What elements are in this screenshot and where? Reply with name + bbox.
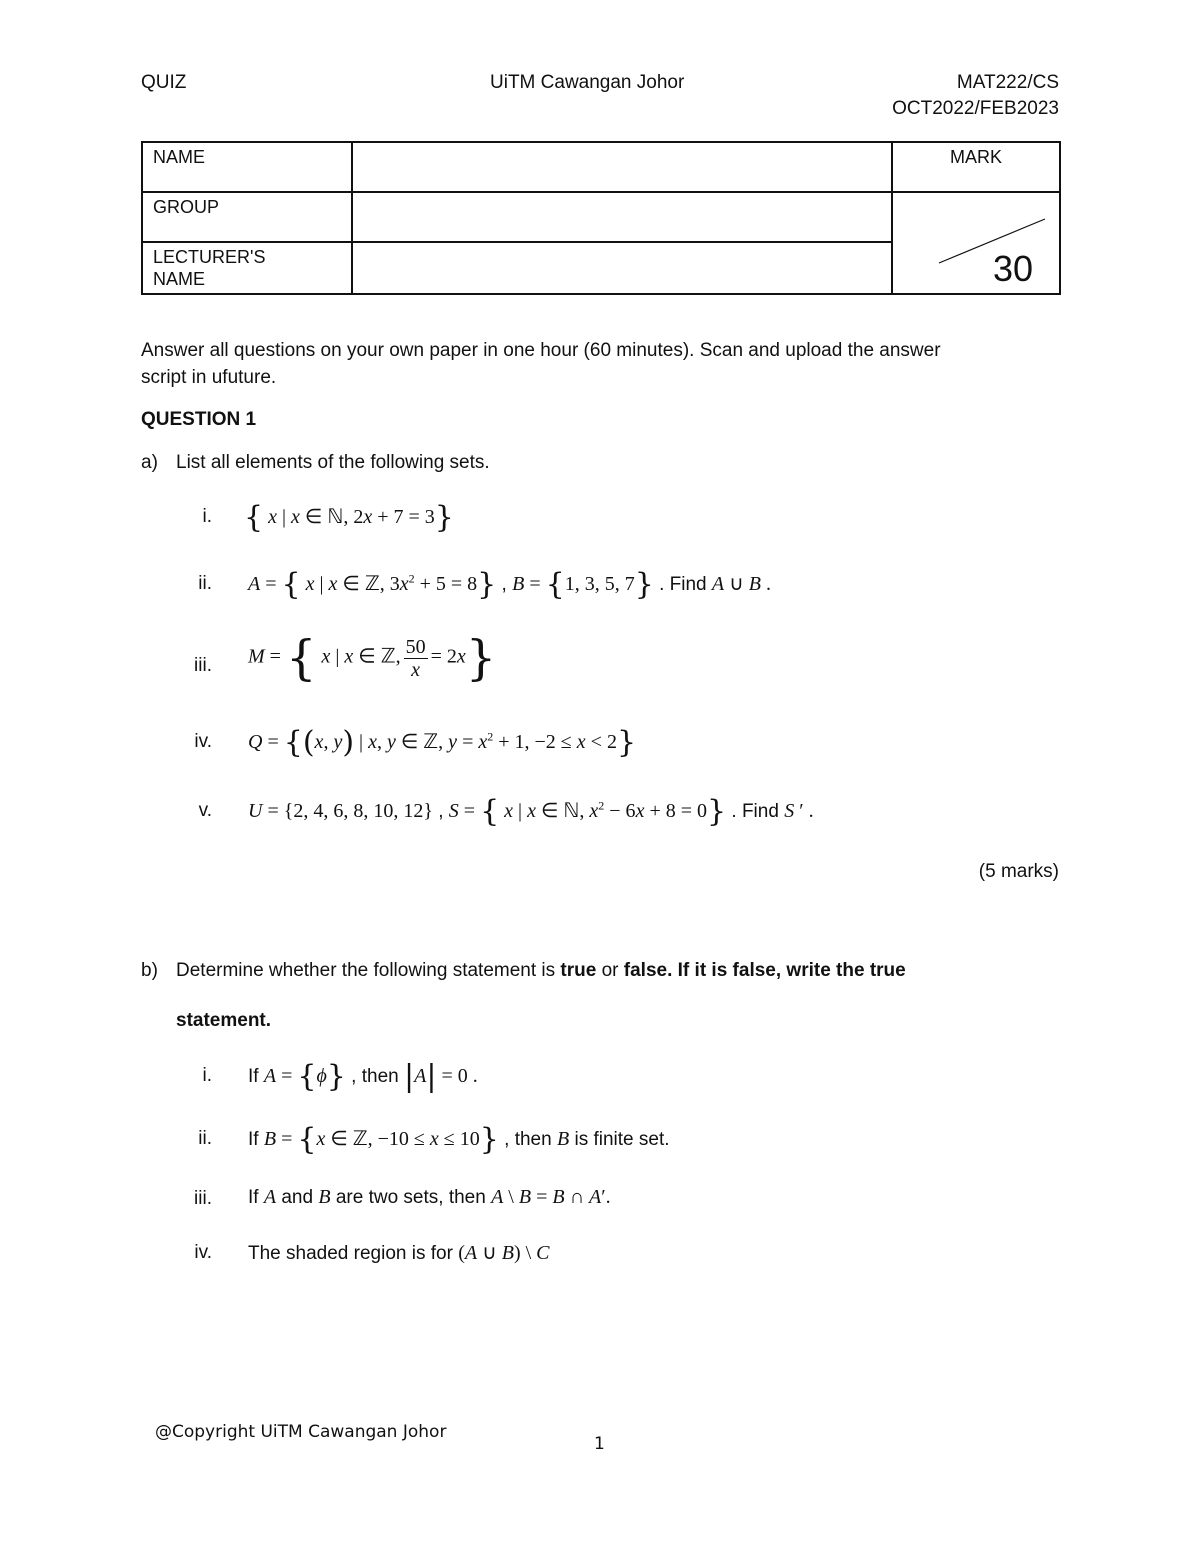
question-title: QUESTION 1 xyxy=(141,409,257,430)
group-label: GROUP xyxy=(153,197,220,217)
part-a-marks: (5 marks) xyxy=(978,861,1059,882)
part-b-or-word: or xyxy=(596,960,624,981)
item-b-4-number: iv. xyxy=(194,1242,212,1263)
part-b-prompt xyxy=(176,960,906,982)
mark-field[interactable] xyxy=(892,192,1060,294)
part-b-true-word: true xyxy=(560,960,597,981)
name-label-cell xyxy=(142,142,352,192)
footer-copyright: @Copyright UiTM Cawangan Johor xyxy=(155,1422,447,1442)
part-a-prompt: List all elements of the following sets. xyxy=(176,452,490,473)
item-a-1-number: i. xyxy=(202,506,212,527)
item-b-3-number: iii. xyxy=(194,1188,212,1209)
item-b-2-expression: If B = {x ∈ ℤ, −10 ≤ x ≤ 10} , then B is finite set. xyxy=(248,1122,670,1157)
part-b-false-word: false. xyxy=(623,960,673,981)
group-field[interactable] xyxy=(352,192,892,242)
mark-label-cell xyxy=(892,142,1060,192)
lecturer-label-cell xyxy=(142,242,352,294)
page-number: 1 xyxy=(594,1434,605,1454)
part-b-prompt-text: Determine whether the following statement is xyxy=(176,960,561,981)
item-a-4-expression: Q = {(x, y) | x, y ∈ ℤ, $y = x^2 + 1$, −2 ≤ x < 2} xyxy=(248,725,637,760)
header-session: OCT2022/FEB2023 xyxy=(892,98,1059,119)
item-b-1-expression: If A = {ϕ} , then |A| = 0 . xyxy=(248,1059,478,1094)
item-b-2-number: ii. xyxy=(198,1128,212,1149)
item-b-4-expression: The shaded region is for (A ∪ B) \ C xyxy=(248,1242,550,1264)
instructions-line2: script in ufuture. xyxy=(141,367,277,388)
lecturer-label-line2: NAME xyxy=(153,269,206,289)
total-marks: 30 xyxy=(992,248,1033,289)
item-b-1-number: i. xyxy=(202,1065,212,1086)
header-quiz-label: QUIZ xyxy=(141,72,187,93)
lecturer-label-line1: LECTURER'S xyxy=(153,247,266,267)
header-institution: UiTM Cawangan Johor xyxy=(490,72,685,93)
name-field[interactable] xyxy=(352,142,892,192)
mark-slash-icon xyxy=(893,193,1059,293)
lecturer-field[interactable] xyxy=(352,242,892,294)
item-a-1-expression: { x | x ∈ ℕ, 2x + 7 = 3} xyxy=(244,500,454,535)
part-b-instruction: If it is false, write the true xyxy=(672,960,906,981)
header-course-code: MAT222/CS xyxy=(956,72,1059,93)
name-label: NAME xyxy=(153,147,206,167)
mark-label: MARK xyxy=(949,147,1002,167)
item-a-3-number: iii. xyxy=(194,655,212,676)
group-label-cell xyxy=(142,192,352,242)
part-a-label: a) xyxy=(141,452,158,473)
instructions-line1: Answer all questions on your own paper in one hour (60 minutes). Scan and upload the answer xyxy=(141,340,941,361)
part-b-label: b) xyxy=(141,960,158,981)
item-a-5-expression: U = {2, 4, 6, 8, 10, 12} , S = { x | x ∈ ℕ, $x^2 - 6x + 8 = 0$} . Find S ′ . xyxy=(248,794,814,829)
item-a-4-number: iv. xyxy=(194,731,212,752)
item-a-2-number: ii. xyxy=(198,573,212,594)
item-b-3-expression: If A and B are two sets, then A \ B = B ∩ A′. xyxy=(248,1186,611,1208)
item-a-3-expression: M = { x | x ∈ ℤ, $\frac{50}{x}$ = 2x} xyxy=(248,630,497,686)
part-b-prompt-line2: statement. xyxy=(176,1010,272,1031)
student-info-table xyxy=(141,141,1061,295)
item-a-5-number: v. xyxy=(198,800,212,821)
item-a-2-expression: A = { x | x ∈ ℤ, $3x^2 + 5 = 8$} , B = {1, 3, 5, 7} . Find A ∪ B . xyxy=(248,567,771,602)
